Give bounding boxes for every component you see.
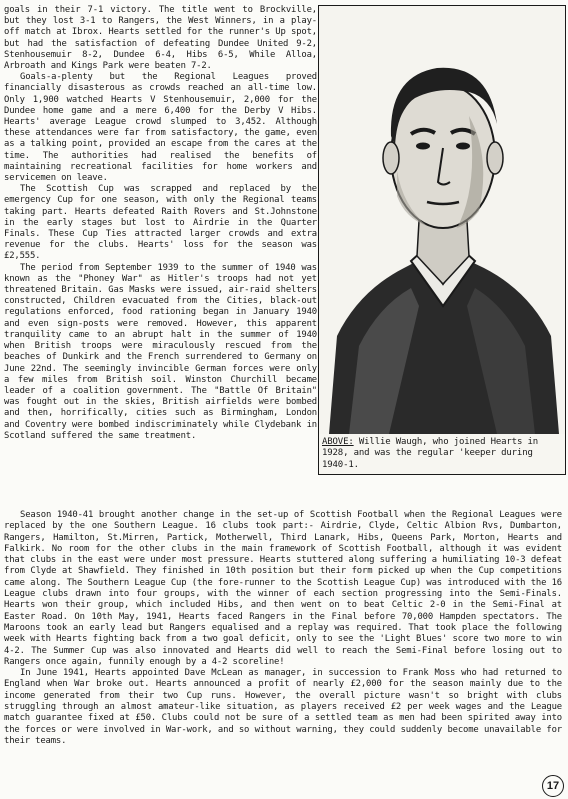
- photo-caption: [322, 437, 562, 471]
- page-number: 17: [542, 775, 564, 797]
- paragraph: The Scottish Cup was scrapped and replaced by the emergency Cup for one season, with only the Regional teams taking part. Hearts defeated Raith Rovers and St.Johnstone in the early stages but lost to Airdrie in the Quarter Finals. These Cup Ties attracted larger crowds and extra revenue for the clubs. Hearts' loss for the season was £2,555.: [4, 184, 317, 262]
- portrait-illustration: [319, 6, 565, 434]
- player-portrait-photo: [318, 5, 566, 475]
- full-width-text: [4, 510, 562, 747]
- left-text-column: [4, 5, 317, 442]
- paragraph: Goals-a-plenty but the Regional Leagues proved financially disasterous as crowds reached an all-time low. Only 1,900 watched Hearts V Stenhousemuir, 2,000 for the Dundee home game and a mere 6,400 for the Derby V Hibs. Hearts' average League crowd slumped to 3,452. Although these attendances were far from satisfactory, the game, even as a talking point, provided an escape from the cares at the time. The authorities had realised the benefits of maintaining recreational facilities for home workers and servicemen on leave.: [4, 72, 317, 184]
- paragraph: Season 1940-41 brought another change in the set-up of Scottish Football when the Regional Leagues were replaced by the one Southern League. 16 clubs took part:- Airdrie, Clyde, Celtic Albion Rvs, Dumbarton, Rangers, Hamilton, St.Mirren, Partick, Motherwell, Third Lanark, Hibs, Queens Park, Morton, Hearts and Falkirk. No room for the other clubs in the main framework of Scottish Football, although it was evident that clubs in the east were under most pressure. Hearts stuttered along suffering a humiliating 10-3 defeat from Clyde at Shawfield. They finished in 10th position but their form picked up when the Cup competitions came along. The Southern League Cup (the fore-runner to the Scottish League Cup) was introduced with the 16 League clubs drawn into four groups, with the winner of each section progressing into the Semi-Finals. Hearts won their group, which included Hibs, and then went on to beat Celtic 2-0 in the Semi-Final at Easter Road. On 10th May, 1941, Hearts faced Rangers in the Final before 70,000 Hampden spectators. The Maroons took an early lead but Rangers equalised and a replay was required. That took place the following week with Hearts fighting back from a two goal deficit, only to see the 'Light Blues' score two more to win 4-2. The Summer Cup was also innovated and Hearts did well to reach the Semi-Final before losing out to Rangers once again, funnily enough by a 4-2 scoreline!: [4, 510, 562, 667]
- paragraph: In June 1941, Hearts appointed Dave McLean as manager, in succession to Frank Moss who had returned to England when War broke out. Hearts announced a profit of nearly £2,000 for the season mainly due to the income generated from their two Cup runs. However, the overall picture wasn't so bright with clubs struggling through an almost amateur-like situation, as players received £2 per week wages and the League match guarantee fixed at £50. Clubs could not be sure of a settled team as men had been spirited away into the forces or were involved in War-work, and so without warning, they could suddenly become unavailable for their teams.: [4, 668, 562, 746]
- paragraph: goals in their 7-1 victory. The title went to Brockville, but they lost 3-1 to Rangers, the West Winners, in a play-off match at Ibrox. Hearts settled for the runner's Up spot, but had the satisfaction of defeating Dundee United 9-2, Stenhousemuir 8-2, Dundee 6-4, Hibs 6-5, While Alloa, Arbroath and Kings Park were beaten 7-2.: [4, 5, 317, 72]
- paragraph: The period from September 1939 to the summer of 1940 was known as the "Phoney War" as Hitler's troops had not yet threatened Britain. Gas Masks were issued, air-raid shelters constructed, Children evacuated from the Cities, black-out regulations enforced, food rationing began in January 1940 and even sign-posts were removed. However, this apparent tranquility came to an abrupt halt in the summer of 1940 when British troops were miraculously rescued from the beaches of Dunkirk and the French surrendered to Germany on June 22nd. The seemingly invincible German forces were only a few miles from British soil. Winston Churchill became leader of a coalition government. The "Battle Of Britain" was fought out in the skies, British airfields were bombed and then, horrifically, cities such as Birmingham, London and Coventry were bombed indiscriminately while Clydebank in Scotland suffered the same treatment.: [4, 262, 317, 441]
- caption-text: Willie Waugh, who joined Hearts in 1928, and was the regular 'keeper during 1940-1.: [322, 437, 539, 470]
- caption-label: ABOVE:: [322, 437, 354, 447]
